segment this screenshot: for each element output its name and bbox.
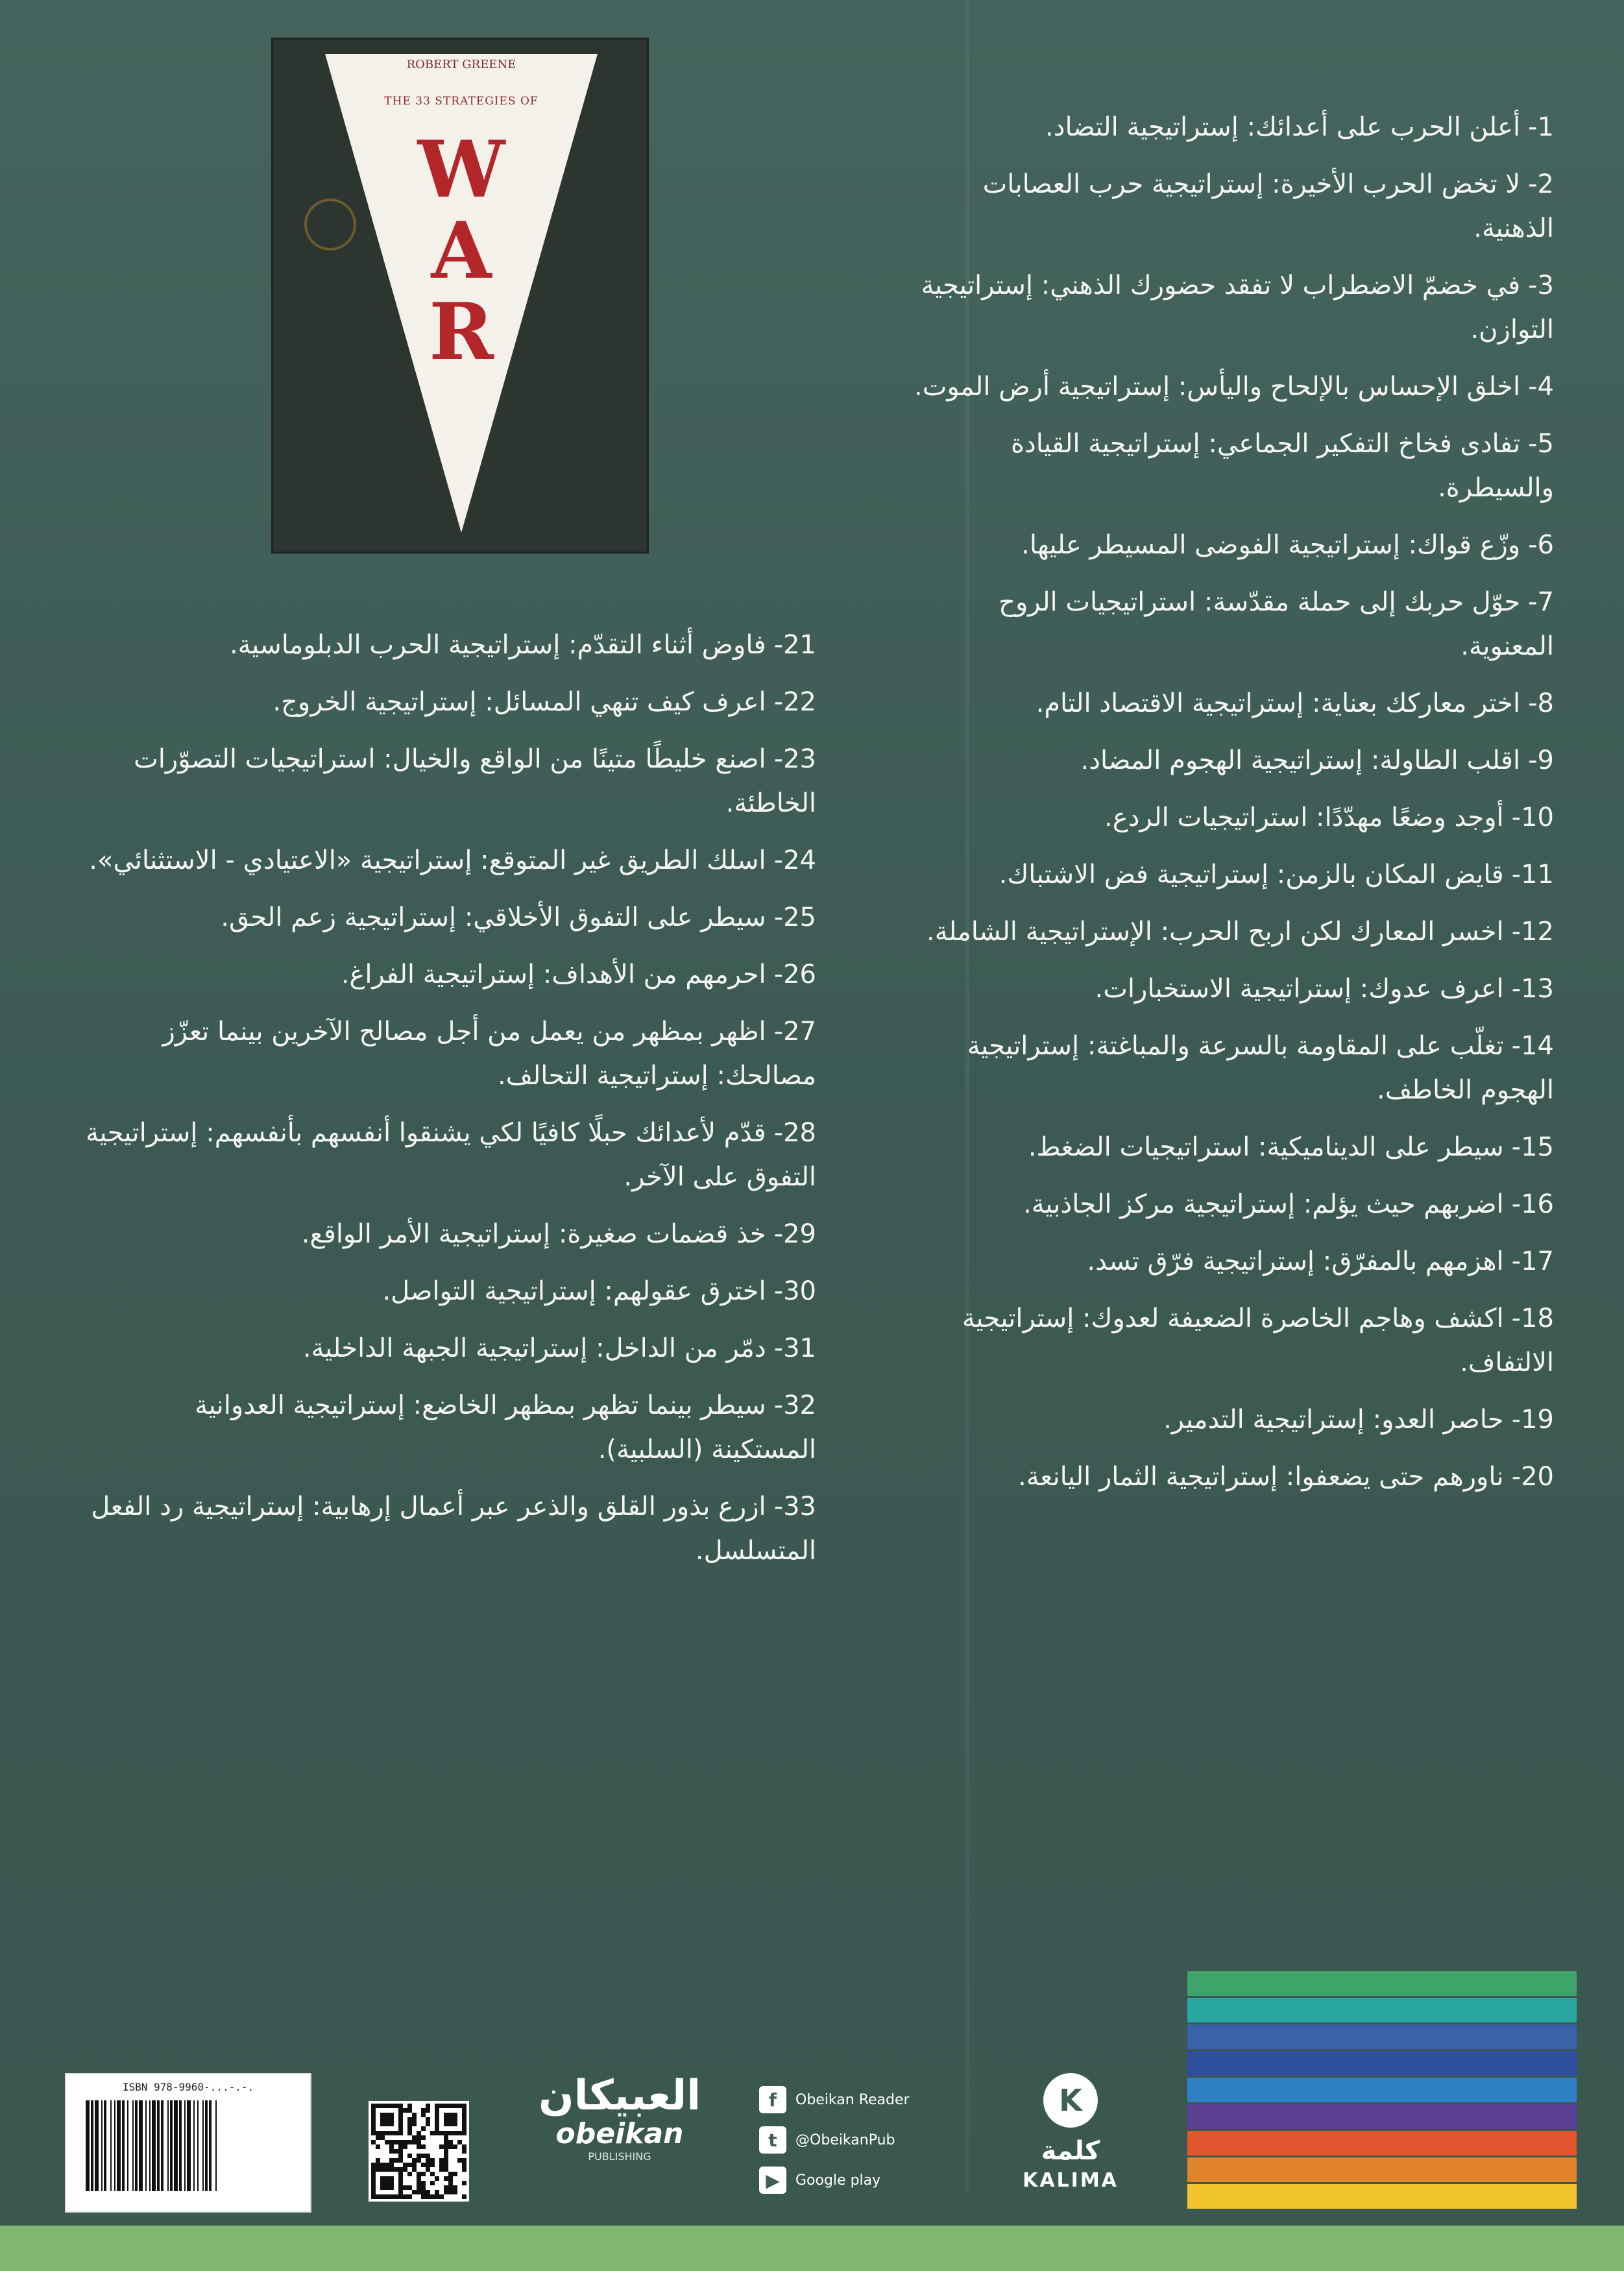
twitter-icon: t: [759, 2126, 786, 2154]
strategy-number: 11-: [1511, 860, 1554, 890]
strategy-number: 4-: [1528, 372, 1554, 402]
strategy-text: سيطر على الديناميكية: استراتيجيات الضغط.: [1028, 1132, 1504, 1162]
strategy-text: اظهر بمظهر من يعمل من أجل مصالح الآخرين بينما تعزّز مصالحك: إستراتيجية التحالف.: [162, 1017, 816, 1091]
strategy-number: 9-: [1528, 746, 1554, 775]
strategy-number: 17-: [1511, 1246, 1554, 1276]
bottom-green-strip: [0, 2226, 1624, 2271]
strategy-text: أوجد وضعًا مهدّدًا: استراتيجيات الردع.: [1104, 803, 1504, 832]
publisher-name-en: obeikan: [555, 2117, 684, 2150]
strategy-number: 16-: [1511, 1189, 1554, 1219]
strategy-item: [83, 623, 816, 667]
strategies-list-right: [902, 105, 1554, 1512]
strategy-text: ازرع بذور القلق والذعر عبر أعمال إرهابية: إستراتيجية رد الفعل المتسلسل.: [91, 1492, 816, 1566]
strategy-number: 28-: [773, 1118, 816, 1148]
strategy-text: اكشف وهاجم الخاصرة الضعيفة لعدوك: إستراتيجية الالتفاف.: [962, 1304, 1554, 1378]
strategy-text: قدّم لأعدائك حبلًا كافيًا لكي يشنقوا أنفسهم بأنفسهم: إستراتيجية التفوق على الآخر.: [86, 1118, 816, 1192]
strategy-text: خذ قضمات صغيرة: إستراتيجية الأمر الواقع.: [301, 1219, 766, 1249]
strategy-item: [902, 105, 1554, 149]
strategies-list-left: [83, 623, 816, 1586]
strategy-number: 31-: [773, 1333, 816, 1363]
strategy-item: [902, 1239, 1554, 1283]
strategy-item: [83, 1383, 816, 1472]
strategy-number: 7-: [1528, 587, 1554, 617]
strategy-number: 6-: [1528, 530, 1554, 560]
social-label: @ObeikanPub: [795, 2131, 895, 2148]
strategy-number: 14-: [1511, 1031, 1554, 1061]
strategy-number: 8-: [1528, 688, 1554, 718]
facebook-icon: f: [759, 2086, 786, 2113]
qr-pattern: [369, 2101, 469, 2202]
strategy-number: 13-: [1511, 974, 1554, 1004]
strategy-number: 22-: [773, 687, 816, 717]
category-bar: [1187, 2024, 1577, 2049]
strategy-number: 18-: [1511, 1304, 1554, 1333]
strategy-text: احرمهم من الأهداف: إستراتيجية الفراغ.: [341, 960, 766, 990]
strategy-item: [902, 263, 1554, 352]
strategy-text: حاصر العدو: إستراتيجية التدمير.: [1163, 1405, 1504, 1435]
strategy-number: 20-: [1511, 1462, 1554, 1492]
kalima-logo: [1006, 2073, 1135, 2213]
category-bar: [1187, 2184, 1577, 2209]
strategy-item: [902, 853, 1554, 897]
strategy-item: [902, 365, 1554, 409]
strategy-item: [902, 1296, 1554, 1385]
publisher-name-ar: العبيكان: [539, 2072, 701, 2120]
strategy-item: [902, 738, 1554, 783]
thumb-letter-r: R: [429, 286, 494, 378]
strategy-text: اخترق عقولهم: إستراتيجية التواصل.: [382, 1276, 766, 1306]
category-bar: [1187, 2131, 1577, 2156]
strategy-item: [902, 422, 1554, 510]
strategy-text: في خضمّ الاضطراب لا تفقد حضورك الذهني: إستراتيجية التوازن.: [921, 271, 1554, 345]
strategy-text: اعرف عدوك: إستراتيجية الاستخبارات.: [1095, 974, 1504, 1004]
kalima-name-ar: كلمة: [1041, 2136, 1100, 2166]
social-google-play[interactable]: [759, 2160, 1006, 2200]
strategy-text: سيطر على التفوق الأخلاقي: إستراتيجية زعم الحق.: [221, 903, 766, 932]
strategy-number: 10-: [1511, 803, 1554, 832]
thumb-letter-w: W: [417, 124, 505, 215]
strategy-number: 3-: [1528, 271, 1554, 300]
category-bar: [1187, 2157, 1577, 2182]
strategy-item: [902, 162, 1554, 250]
strategy-number: 19-: [1511, 1405, 1554, 1435]
thumb-author: ROBERT GREENE: [406, 58, 516, 71]
strategy-number: 5-: [1528, 429, 1554, 459]
thumb-letter-a: A: [431, 205, 492, 297]
strategy-text: تفادى فخاخ التفكير الجماعي: إستراتيجية القيادة والسيطرة.: [1010, 429, 1554, 503]
strategy-item: [902, 910, 1554, 954]
social-links: [759, 2080, 1006, 2200]
strategy-number: 32-: [773, 1391, 816, 1420]
kalima-mark-icon: K: [1043, 2073, 1098, 2128]
strategy-item: [902, 1398, 1554, 1442]
strategy-number: 23-: [773, 744, 816, 774]
strategy-number: 29-: [773, 1219, 816, 1249]
strategy-item: [83, 737, 816, 825]
strategy-text: اقلب الطاولة: إستراتيجية الهجوم المضاد.: [1080, 746, 1521, 775]
book-cover-thumbnail: [271, 38, 649, 553]
strategy-number: 25-: [773, 903, 816, 932]
strategy-text: ناورهم حتى يضعفوا: إستراتيجية الثمار اليانعة.: [1018, 1462, 1504, 1492]
strategy-text: اختر معاركك بعناية: إستراتيجية الاقتصاد التام.: [1036, 688, 1521, 718]
strategy-item: [902, 1125, 1554, 1169]
strategy-text: اضربهم حيث يؤلم: إستراتيجية مركز الجاذبية.: [1023, 1189, 1504, 1219]
kalima-name-en: KALIMA: [1023, 2169, 1119, 2192]
category-bar: [1187, 1998, 1577, 2022]
strategy-item: [902, 1024, 1554, 1112]
strategy-item: [902, 580, 1554, 668]
strategy-number: 30-: [773, 1276, 816, 1306]
strategy-item: [83, 1212, 816, 1256]
strategy-text: قايض المكان بالزمن: إستراتيجية فض الاشتباك.: [999, 860, 1504, 890]
google-play-icon: ▶: [759, 2167, 786, 2194]
strategy-item: [83, 1326, 816, 1370]
isbn-text: ISBN 978-9960-...-.-.: [122, 2081, 254, 2093]
strategy-text: اخسر المعارك لكن اربح الحرب: الإستراتيجية الشاملة.: [926, 917, 1504, 947]
strategy-number: 12-: [1511, 917, 1554, 947]
strategy-item: [83, 1010, 816, 1098]
strategy-number: 2-: [1528, 169, 1554, 199]
strategy-text: دمّر من الداخل: إستراتيجية الجبهة الداخلية.: [302, 1333, 766, 1363]
strategy-number: 24-: [773, 845, 816, 875]
strategy-text: لا تخض الحرب الأخيرة: إستراتيجية حرب العصابات الذهنية.: [982, 169, 1554, 243]
strategy-text: اصنع خليطًا متينًا من الواقع والخيال: استراتيجيات التصوّرات الخاطئة.: [134, 744, 816, 818]
strategy-item: [902, 1455, 1554, 1499]
category-bar: [1187, 1971, 1577, 1996]
barcode-lines: [66, 2074, 310, 2211]
strategy-text: فاوض أثناء التقدّم: إستراتيجية الحرب الدبلوماسية.: [229, 630, 766, 660]
thumb-title: THE 33 STRATEGIES OF: [384, 95, 539, 108]
social-twitter[interactable]: [759, 2120, 1006, 2160]
strategy-text: اسلك الطريق غير المتوقع: إستراتيجية «الاعتيادي - الاستثنائي».: [89, 845, 766, 875]
isbn-barcode: [65, 2073, 311, 2213]
strategy-number: 21-: [773, 630, 816, 660]
strategy-text: اخلق الإحساس بالإلحاح واليأس: إستراتيجية أرض الموت.: [914, 372, 1521, 402]
strategy-item: [902, 795, 1554, 840]
strategy-item: [902, 523, 1554, 567]
publisher-sub: PUBLISHING: [588, 2150, 651, 2163]
strategy-item: [83, 895, 816, 940]
social-label: Obeikan Reader: [795, 2091, 910, 2108]
strategy-item: [902, 1182, 1554, 1226]
social-facebook[interactable]: [759, 2080, 1006, 2120]
strategy-text: اهزمهم بالمفرّق: إستراتيجية فرّق تسد.: [1087, 1246, 1504, 1276]
strategy-number: 15-: [1511, 1132, 1554, 1162]
strategy-text: أعلن الحرب على أعدائك: إستراتيجية التضاد.: [1045, 112, 1521, 142]
category-bar: [1187, 2104, 1577, 2129]
category-bar: [1187, 2078, 1577, 2102]
category-bar: [1187, 2051, 1577, 2076]
strategy-text: وزّع قواك: إستراتيجية الفوضى المسيطر عليها.: [1021, 530, 1521, 560]
strategy-text: تغلّب على المقاومة بالسرعة والمباغتة: إستراتيجية الهجوم الخاطف.: [967, 1031, 1554, 1105]
strategy-number: 27-: [773, 1017, 816, 1047]
strategy-item: [83, 1269, 816, 1313]
strategy-number: 1-: [1528, 112, 1554, 142]
strategy-item: [902, 967, 1554, 1011]
social-label: Google play: [795, 2172, 881, 2189]
strategy-item: [83, 680, 816, 724]
strategy-text: سيطر بينما تظهر بمظهر الخاضع: إستراتيجية العدوانية المستكينة (السلبية).: [195, 1391, 816, 1464]
strategy-text: اعرف كيف تنهي المسائل: إستراتيجية الخروج.: [273, 687, 766, 717]
strategy-item: [83, 953, 816, 997]
strategy-item: [83, 1111, 816, 1199]
strategy-number: 33-: [773, 1492, 816, 1522]
publisher-logo: [539, 2073, 701, 2209]
strategy-text: حوّل حربك إلى حملة مقدّسة: استراتيجيات الروح المعنوية.: [999, 587, 1554, 661]
strategy-item: [902, 681, 1554, 725]
strategy-item: [83, 838, 816, 882]
category-color-bars: [1187, 1971, 1577, 2211]
qr-code: [369, 2101, 469, 2202]
strategy-number: 26-: [773, 960, 816, 990]
strategy-item: [83, 1485, 816, 1573]
